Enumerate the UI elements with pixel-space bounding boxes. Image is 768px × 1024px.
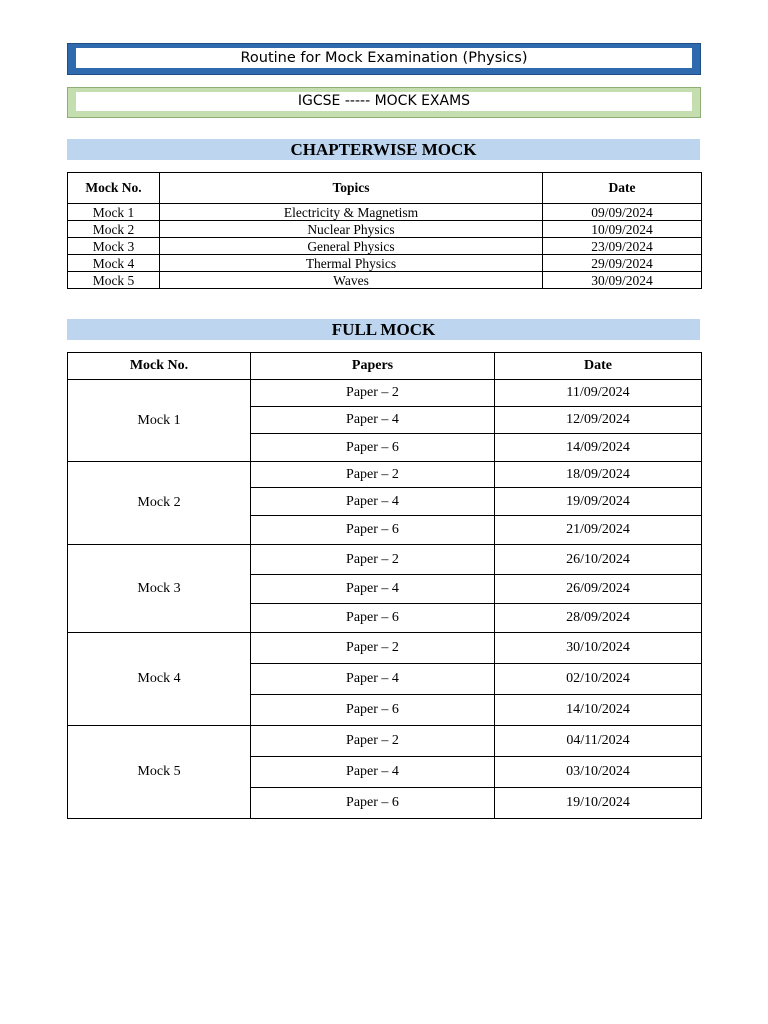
- date-cell: 26/09/2024: [495, 575, 702, 604]
- paper-cell: Paper – 2: [251, 380, 495, 407]
- paper-cell: Paper – 4: [251, 664, 495, 695]
- column-header-papers: Papers: [251, 353, 495, 380]
- topic-cell: Nuclear Physics: [160, 221, 543, 238]
- date-cell: 30/09/2024: [543, 272, 702, 289]
- table-row: [68, 726, 702, 757]
- date-cell: 04/11/2024: [495, 726, 702, 757]
- table-row: [68, 380, 702, 407]
- table-row: [68, 633, 702, 664]
- paper-cell: Paper – 6: [251, 516, 495, 545]
- date-cell: 26/10/2024: [495, 545, 702, 575]
- date-cell: 19/10/2024: [495, 788, 702, 819]
- date-cell: 18/09/2024: [495, 462, 702, 488]
- column-header-topics: Topics: [160, 173, 543, 204]
- date-cell: 02/10/2024: [495, 664, 702, 695]
- table-header-row: [68, 173, 702, 204]
- topic-cell: Electricity & Magnetism: [160, 204, 543, 221]
- full-mock-heading: FULL MOCK: [67, 319, 700, 340]
- table-row: [68, 462, 702, 488]
- topic-cell: Thermal Physics: [160, 255, 543, 272]
- date-cell: 28/09/2024: [495, 604, 702, 633]
- date-cell: 09/09/2024: [543, 204, 702, 221]
- paper-cell: Paper – 4: [251, 757, 495, 788]
- column-header-date: Date: [543, 173, 702, 204]
- paper-cell: Paper – 4: [251, 407, 495, 434]
- paper-cell: Paper – 6: [251, 604, 495, 633]
- paper-cell: Paper – 2: [251, 726, 495, 757]
- paper-cell: Paper – 2: [251, 545, 495, 575]
- chapterwise-heading: CHAPTERWISE MOCK: [67, 139, 700, 160]
- date-cell: 03/10/2024: [495, 757, 702, 788]
- paper-cell: Paper – 2: [251, 462, 495, 488]
- full-mock-table: [67, 352, 702, 819]
- date-cell: 14/09/2024: [495, 434, 702, 462]
- mock-number-cell: Mock 1: [68, 380, 251, 462]
- mock-number-cell: Mock 2: [68, 462, 251, 545]
- mock-number-cell: Mock 4: [68, 255, 160, 272]
- date-cell: 29/09/2024: [543, 255, 702, 272]
- mock-number-cell: Mock 1: [68, 204, 160, 221]
- paper-cell: Paper – 6: [251, 788, 495, 819]
- date-cell: 12/09/2024: [495, 407, 702, 434]
- title-banner: [67, 43, 701, 75]
- date-cell: 14/10/2024: [495, 695, 702, 726]
- mock-number-cell: Mock 2: [68, 221, 160, 238]
- paper-cell: Paper – 6: [251, 434, 495, 462]
- page-title: Routine for Mock Examination (Physics): [76, 48, 692, 68]
- mock-number-cell: Mock 5: [68, 726, 251, 819]
- column-header-mock-no: Mock No.: [68, 353, 251, 380]
- topic-cell: Waves: [160, 272, 543, 289]
- subtitle-banner: [67, 87, 701, 118]
- topic-cell: General Physics: [160, 238, 543, 255]
- mock-number-cell: Mock 4: [68, 633, 251, 726]
- table-row: [68, 255, 702, 272]
- table-row: [68, 221, 702, 238]
- paper-cell: Paper – 4: [251, 575, 495, 604]
- paper-cell: Paper – 4: [251, 488, 495, 516]
- table-row: [68, 204, 702, 221]
- column-header-mock-no: Mock No.: [68, 173, 160, 204]
- mock-number-cell: Mock 3: [68, 545, 251, 633]
- table-row: [68, 238, 702, 255]
- date-cell: 11/09/2024: [495, 380, 702, 407]
- date-cell: 21/09/2024: [495, 516, 702, 545]
- chapterwise-table: [67, 172, 702, 289]
- paper-cell: Paper – 6: [251, 695, 495, 726]
- mock-number-cell: Mock 3: [68, 238, 160, 255]
- column-header-date: Date: [495, 353, 702, 380]
- paper-cell: Paper – 2: [251, 633, 495, 664]
- table-row: [68, 545, 702, 575]
- table-header-row: [68, 353, 702, 380]
- table-row: [68, 272, 702, 289]
- date-cell: 10/09/2024: [543, 221, 702, 238]
- mock-number-cell: Mock 5: [68, 272, 160, 289]
- page-subtitle: IGCSE ----- MOCK EXAMS: [76, 92, 692, 111]
- date-cell: 23/09/2024: [543, 238, 702, 255]
- date-cell: 19/09/2024: [495, 488, 702, 516]
- date-cell: 30/10/2024: [495, 633, 702, 664]
